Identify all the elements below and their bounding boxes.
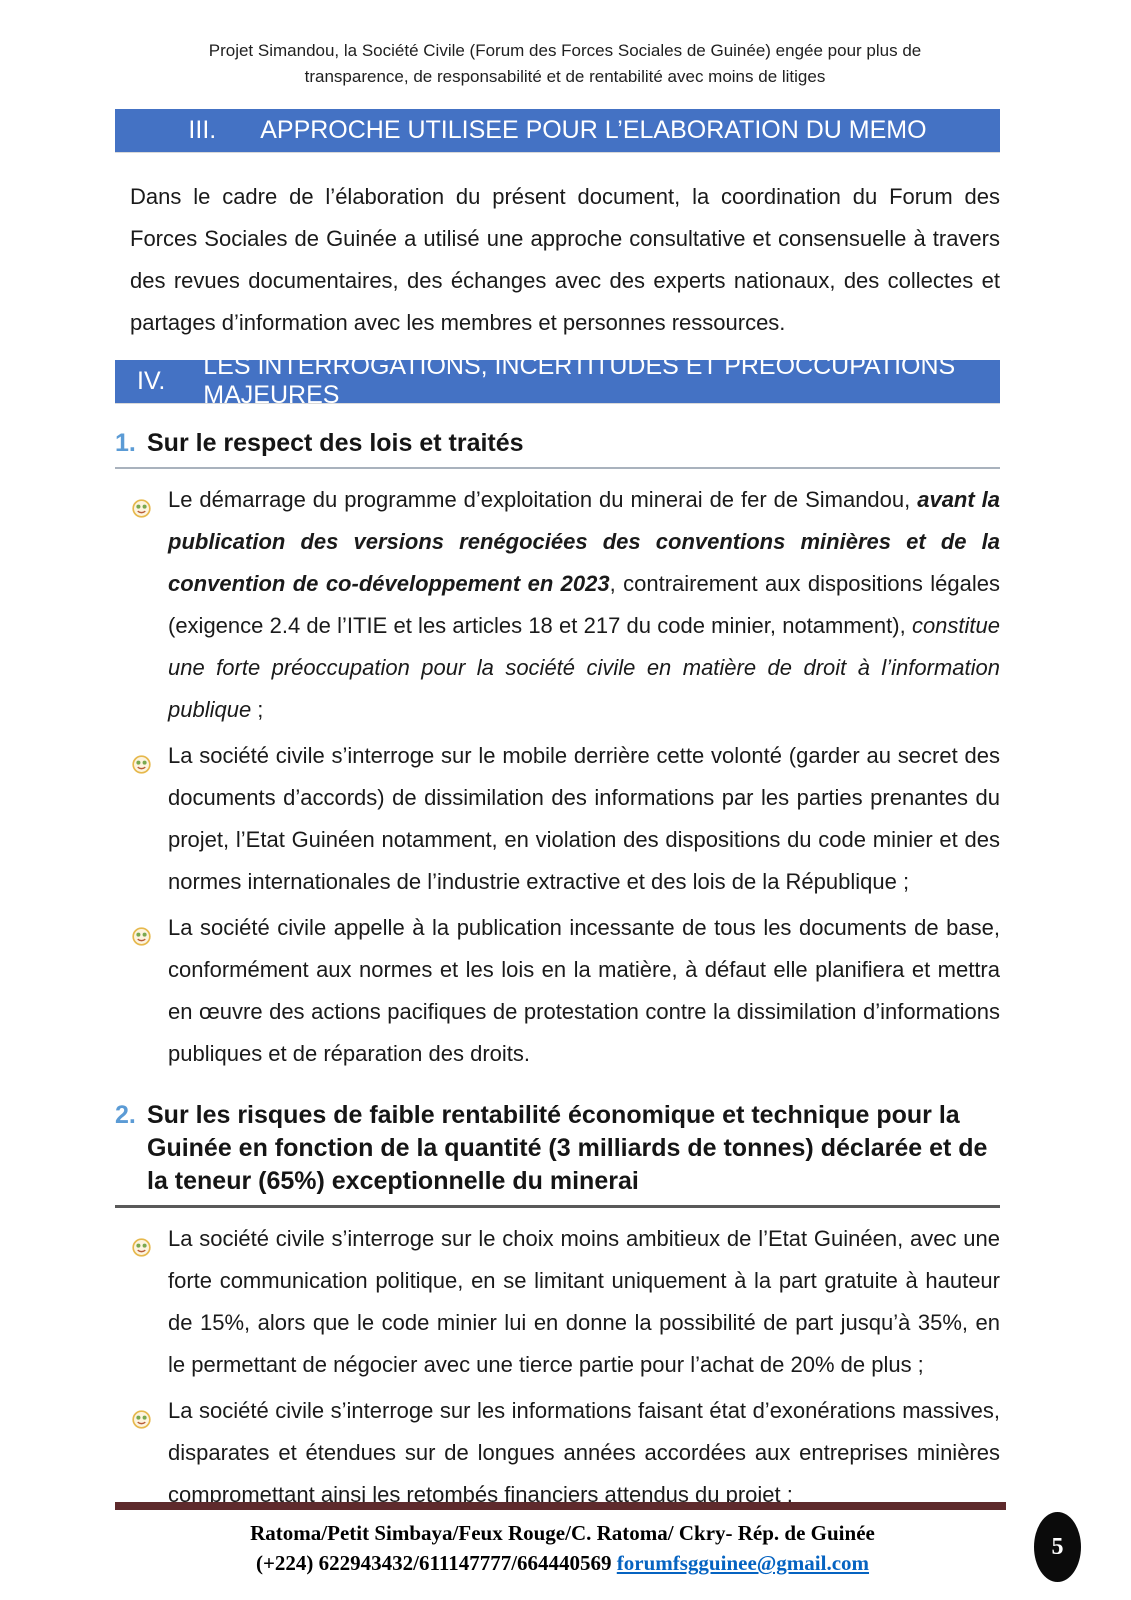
subsection-number: 2. xyxy=(115,1100,136,1129)
smiley-bullet-icon xyxy=(132,1401,151,1420)
section-number: IV. xyxy=(137,366,166,395)
bullet-list-1 xyxy=(130,479,1000,1075)
subsection-heading-1 xyxy=(115,427,1000,469)
page-number-value: 5 xyxy=(1051,1533,1064,1560)
smiley-bullet-icon xyxy=(132,918,151,937)
footer-address: Ratoma/Petit Simbaya/Feux Rouge/C. Ratoma/ Ckry- Rép. de Guinée xyxy=(250,1521,875,1545)
subsection-heading-2 xyxy=(115,1099,1000,1208)
smiley-bullet-icon xyxy=(132,490,151,509)
section-title: APPROCHE UTILISEE POUR L’ELABORATION DU MEMO xyxy=(260,115,927,144)
bullet-text-segment: Le démarrage du programme d’exploitation du minerai de fer de Simandou, xyxy=(168,486,918,512)
section-heading-iv xyxy=(115,352,1000,410)
smiley-bullet-icon xyxy=(132,1229,151,1248)
footer-email-link[interactable]: forumfsgguinee@gmail.com xyxy=(616,1551,870,1575)
section-heading-iii xyxy=(115,109,1000,152)
intro-paragraph: Dans le cadre de l’élaboration du présent document, la coordination du Forum des Forces Sociales de Guinée a utilisé une approche consultative et consensuelle à travers des revues documentaires, des échanges avec des experts nationaux, des collectes et partages d’information avec les membres et personnes ressources. xyxy=(130,183,1000,335)
page-footer xyxy=(115,1502,1010,1578)
bullet-text-segment: ; xyxy=(251,696,264,722)
section-number: III. xyxy=(188,115,217,144)
bullet-list-2 xyxy=(130,1218,1000,1516)
section-title: LES INTERROGATIONS, INCERTITUDES ET PREOCCUPATIONS MAJEURES xyxy=(203,352,956,410)
smiley-bullet-icon xyxy=(132,746,151,765)
bullet-text-segment: constitue une forte préoccupation pour la société civile en matière de droit à l’information publique xyxy=(168,612,1000,722)
bullet-text-segment: La société civile s’interroge sur le choix moins ambitieux de l’Etat Guinéen, avec une forte communication politique, en se limitant uniquement à la part gratuite à hauteur de 15%, alors que le code minier lui en donne la possibilité de part jusqu’à 35%, en le permettant de négocier avec une tierce partie pour l’achat de 20% de plus ; xyxy=(168,1225,1000,1377)
bullet-text-segment: La société civile s’interroge sur le mobile derrière cette volonté (garder au secret des documents d’accords) de dissimilation des informations par les parties prenantes du projet, l’Etat Guinéen notamment, en violation des dispositions du code minier et des normes internationales de l’industrie extractive et des lois de la République ; xyxy=(168,742,1000,894)
bullet-text-segment: avant la publication des versions renégociées des conventions minières et de la convention de co-développement en 2023 xyxy=(168,486,1000,596)
bullet-text-segment: La société civile s’interroge sur les informations faisant état d’exonérations massives, disparates et étendues sur de longues années accordées aux entreprises minières compromettant ainsi les retombés financiers attendus du projet ; xyxy=(168,1397,1000,1507)
list-item xyxy=(130,479,1000,731)
bullet-text-segment: , contrairement aux dispositions légales (exigence 2.4 de l’ITIE et les articles 18 et 217 du code minier, notamment), xyxy=(168,570,1000,638)
bullet-text-segment: La société civile appelle à la publication incessante de tous les documents de base, conformément aux normes et les lois en la matière, à défaut elle planifiera et mettra en œuvre des actions pacifiques de protestation contre la dissimilation d’informations publiques et de réparation des droits. xyxy=(168,914,1000,1066)
footer-address-line xyxy=(115,1518,1010,1578)
footer-divider xyxy=(115,1502,1006,1510)
list-item xyxy=(130,1218,1000,1386)
footer-phones: (+224) 622943432/611147777/664440569 xyxy=(255,1551,612,1575)
subsection-number: 1. xyxy=(115,428,136,457)
list-item xyxy=(130,735,1000,903)
subsection-title: Sur le respect des lois et traités xyxy=(147,428,524,457)
running-header: Projet Simandou, la Société Civile (Forum des Forces Sociales de Guinée) engée pour plus de transparence, de responsabilité et de rentabilité avec moins de litiges xyxy=(208,41,922,87)
page-number-badge xyxy=(1034,1512,1081,1582)
subsection-title: Sur les risques de faible rentabilité économique et technique pour la Guinée en fonction de la quantité (3 milliards de tonnes) déclarée et de la teneur (65%) exceptionnelle du minerai xyxy=(147,1100,988,1195)
list-item xyxy=(130,907,1000,1075)
list-item xyxy=(130,1390,1000,1516)
